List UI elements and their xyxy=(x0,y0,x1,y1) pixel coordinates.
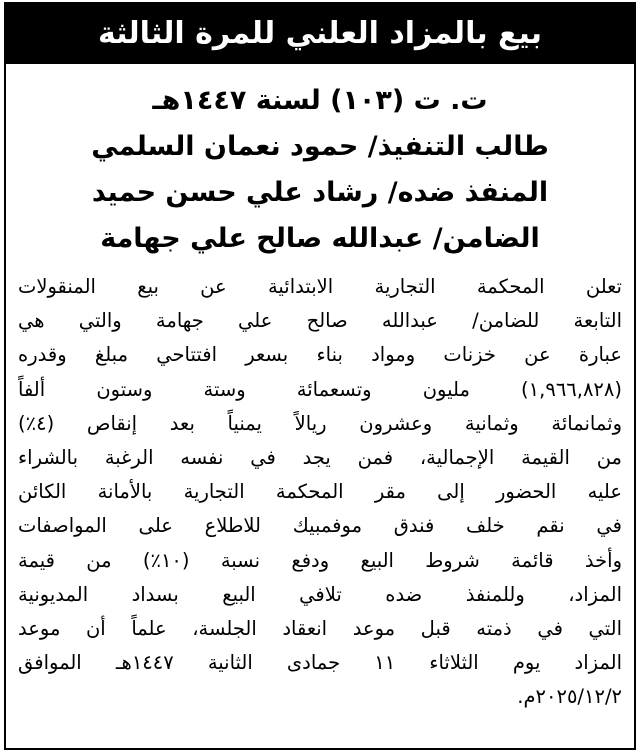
body-line-date: ٢٠٢٥/١٢/٢م. xyxy=(517,685,622,709)
auction-notice xyxy=(4,2,636,750)
body-line: وثمانمائة وثمانية وعشرون ريالاً يمنياً بعد إنقاص (٤٪) xyxy=(18,411,622,435)
body-line: في نقم خلف فندق موفمبيك للاطلاع على المواصفات xyxy=(18,514,622,538)
body-line: التابعة للضامن/ عبدالله صالح علي جهامة والتي هي xyxy=(18,309,622,333)
body-line: المزاد، وللمنفذ ضده تلافي البيع بسداد المديونية xyxy=(18,582,622,606)
body-line: عليه الحضور إلى مقر المحكمة التجارية بالأمانة الكائن xyxy=(18,480,622,504)
body-line: المزاد يوم الثلاثاء ١١ جمادى الثانية ١٤٤٧هـ الموافق xyxy=(18,651,622,675)
body-line: من القيمة الإجمالية، فمن يجد في نفسه الرغبة بالشراء xyxy=(18,445,622,469)
body-line: التي في ذمته قبل موعد انعقاد الجلسة، علماً أن موعد xyxy=(18,616,622,640)
case-number: ت. ت (١٠٣) لسنة ١٤٤٧هـ xyxy=(152,85,488,116)
body-line: وأخذ قائمة شروط البيع ودفع نسبة (١٠٪) من قيمة xyxy=(18,548,622,572)
notice-body xyxy=(6,270,634,714)
case-headings xyxy=(6,78,634,262)
body-line: تعلن المحكمة التجارية الابتدائية عن بيع المنقولات xyxy=(18,275,622,298)
body-line: (١,٩٦٦,٨٢٨) مليون وتسعمائة وستة وستون ألفاً xyxy=(18,377,622,401)
notice-title-banner: بيع بالمزاد العلني للمرة الثالثة xyxy=(6,4,634,64)
execution-applicant: طالب التنفيذ/ حمود نعمان السلمي xyxy=(91,131,549,162)
guarantor-name: الضامن/ عبدالله صالح علي جهامة xyxy=(100,223,540,254)
body-line: عبارة عن خزنات ومواد بناء بسعر افتتاحي مبلغ وقدره xyxy=(18,343,622,367)
defendant-name: المنفذ ضده/ رشاد علي حسن حميد xyxy=(91,177,549,208)
